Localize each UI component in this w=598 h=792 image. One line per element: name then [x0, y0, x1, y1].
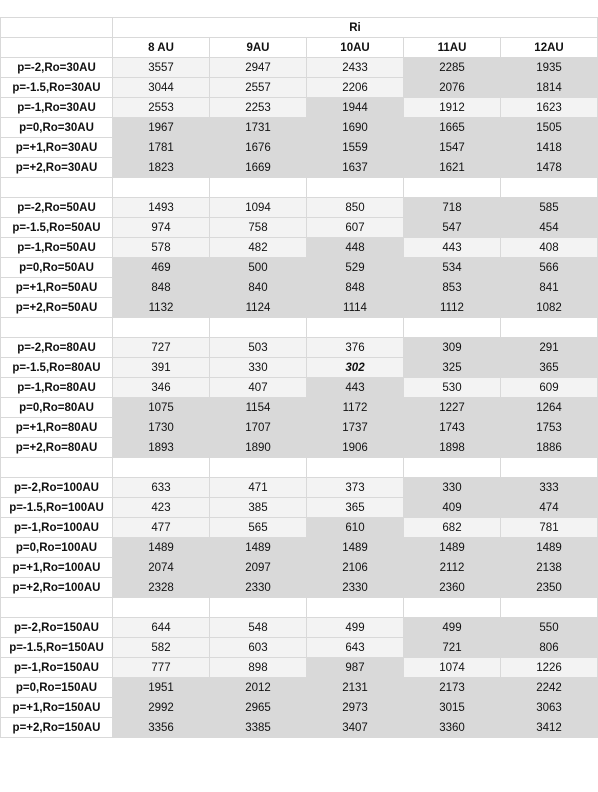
value-cell: 1559 [307, 138, 404, 158]
row-label: p=0,Ro=150AU [1, 678, 113, 698]
row-label: p=-1.5,Ro=150AU [1, 638, 113, 658]
empty-cell [307, 178, 404, 198]
ri-group-header: Ri [113, 18, 598, 38]
row-label: p=+2,Ro=150AU [1, 718, 113, 738]
group-header-row [1, 18, 598, 38]
empty-cell [501, 178, 598, 198]
value-cell: 3015 [404, 698, 501, 718]
value-cell: 987 [307, 658, 404, 678]
value-cell: 898 [210, 658, 307, 678]
row-label: p=0,Ro=50AU [1, 258, 113, 278]
value-cell: 582 [113, 638, 210, 658]
value-cell: 1124 [210, 298, 307, 318]
value-cell: 529 [307, 258, 404, 278]
empty-cell [1, 458, 113, 478]
value-cell: 3356 [113, 718, 210, 738]
empty-cell [404, 178, 501, 198]
value-cell: 3385 [210, 718, 307, 738]
value-cell: 758 [210, 218, 307, 238]
value-cell: 330 [210, 358, 307, 378]
row-label: p=-1,Ro=30AU [1, 98, 113, 118]
value-cell: 474 [501, 498, 598, 518]
table-row [1, 678, 598, 698]
value-cell: 2330 [307, 578, 404, 598]
value-cell: 2553 [113, 98, 210, 118]
row-label: p=+2,Ro=30AU [1, 158, 113, 178]
value-cell: 1890 [210, 438, 307, 458]
empty-cell [404, 318, 501, 338]
value-cell: 2097 [210, 558, 307, 578]
row-label: p=-1.5,Ro=100AU [1, 498, 113, 518]
empty-cell [307, 598, 404, 618]
value-cell: 1669 [210, 158, 307, 178]
value-cell: 777 [113, 658, 210, 678]
table-row [1, 558, 598, 578]
value-cell: 409 [404, 498, 501, 518]
value-cell: 2285 [404, 58, 501, 78]
row-label: p=+2,Ro=100AU [1, 578, 113, 598]
value-cell: 443 [404, 238, 501, 258]
value-cell: 1132 [113, 298, 210, 318]
value-cell: 3063 [501, 698, 598, 718]
value-cell: 840 [210, 278, 307, 298]
value-cell: 2112 [404, 558, 501, 578]
value-cell: 1478 [501, 158, 598, 178]
table-body [1, 58, 598, 738]
value-cell: 1489 [307, 538, 404, 558]
value-cell: 607 [307, 218, 404, 238]
value-cell: 1731 [210, 118, 307, 138]
value-cell: 1418 [501, 138, 598, 158]
table-row [1, 218, 598, 238]
value-cell: 2131 [307, 678, 404, 698]
value-cell: 2350 [501, 578, 598, 598]
value-cell: 721 [404, 638, 501, 658]
value-cell: 1730 [113, 418, 210, 438]
value-cell: 330 [404, 478, 501, 498]
value-cell: 365 [307, 498, 404, 518]
value-cell: 2328 [113, 578, 210, 598]
value-cell: 806 [501, 638, 598, 658]
row-label: p=+1,Ro=150AU [1, 698, 113, 718]
value-cell: 365 [501, 358, 598, 378]
table-row [1, 418, 598, 438]
value-cell: 1690 [307, 118, 404, 138]
table-row [1, 498, 598, 518]
value-cell: 1967 [113, 118, 210, 138]
value-cell: 547 [404, 218, 501, 238]
value-cell: 848 [113, 278, 210, 298]
table-row [1, 358, 598, 378]
empty-cell [1, 178, 113, 198]
row-label: p=+1,Ro=50AU [1, 278, 113, 298]
value-cell: 471 [210, 478, 307, 498]
row-label: p=+1,Ro=30AU [1, 138, 113, 158]
value-cell: 2360 [404, 578, 501, 598]
table-row [1, 478, 598, 498]
row-label: p=-2,Ro=100AU [1, 478, 113, 498]
table-row [1, 278, 598, 298]
value-cell: 1707 [210, 418, 307, 438]
value-cell: 1944 [307, 98, 404, 118]
row-label: p=-1.5,Ro=30AU [1, 78, 113, 98]
value-cell: 2206 [307, 78, 404, 98]
value-cell: 2074 [113, 558, 210, 578]
table-row [1, 198, 598, 218]
value-cell: 550 [501, 618, 598, 638]
value-cell: 1154 [210, 398, 307, 418]
spacer-row [1, 178, 598, 198]
value-cell: 2965 [210, 698, 307, 718]
row-label: p=-2,Ro=50AU [1, 198, 113, 218]
spacer-row [1, 458, 598, 478]
empty-cell [113, 598, 210, 618]
corner-cell [1, 38, 113, 58]
value-cell: 2992 [113, 698, 210, 718]
empty-cell [210, 178, 307, 198]
row-label: p=-2,Ro=150AU [1, 618, 113, 638]
value-cell: 454 [501, 218, 598, 238]
value-cell: 2433 [307, 58, 404, 78]
value-cell: 609 [501, 378, 598, 398]
value-cell: 1951 [113, 678, 210, 698]
value-cell: 534 [404, 258, 501, 278]
value-cell: 482 [210, 238, 307, 258]
value-cell: 1227 [404, 398, 501, 418]
value-cell: 610 [307, 518, 404, 538]
table-row [1, 118, 598, 138]
value-cell: 1781 [113, 138, 210, 158]
value-cell: 1094 [210, 198, 307, 218]
value-cell: 1737 [307, 418, 404, 438]
value-cell: 391 [113, 358, 210, 378]
value-cell: 841 [501, 278, 598, 298]
table-row [1, 78, 598, 98]
value-cell: 727 [113, 338, 210, 358]
value-cell: 500 [210, 258, 307, 278]
row-label: p=0,Ro=100AU [1, 538, 113, 558]
value-cell: 718 [404, 198, 501, 218]
value-cell: 1621 [404, 158, 501, 178]
value-cell: 1489 [501, 538, 598, 558]
empty-cell [404, 458, 501, 478]
value-cell: 3412 [501, 718, 598, 738]
empty-cell [113, 458, 210, 478]
spacer-row [1, 598, 598, 618]
value-cell: 1226 [501, 658, 598, 678]
value-cell: 974 [113, 218, 210, 238]
value-cell: 2173 [404, 678, 501, 698]
empty-cell [307, 458, 404, 478]
empty-cell [1, 318, 113, 338]
table-row [1, 258, 598, 278]
table-row [1, 58, 598, 78]
table-row [1, 138, 598, 158]
value-cell: 1893 [113, 438, 210, 458]
row-label: p=-2,Ro=30AU [1, 58, 113, 78]
empty-cell [210, 598, 307, 618]
empty-cell [501, 598, 598, 618]
row-label: p=0,Ro=30AU [1, 118, 113, 138]
empty-cell [1, 598, 113, 618]
empty-cell [404, 598, 501, 618]
value-cell: 2557 [210, 78, 307, 98]
value-cell: 499 [307, 618, 404, 638]
value-cell: 566 [501, 258, 598, 278]
row-label: p=-1,Ro=150AU [1, 658, 113, 678]
value-cell: 603 [210, 638, 307, 658]
empty-cell [113, 178, 210, 198]
value-cell: 1886 [501, 438, 598, 458]
value-cell: 1172 [307, 398, 404, 418]
value-cell: 423 [113, 498, 210, 518]
table-row [1, 538, 598, 558]
table-row [1, 518, 598, 538]
value-cell: 850 [307, 198, 404, 218]
value-cell: 682 [404, 518, 501, 538]
value-cell: 1489 [210, 538, 307, 558]
empty-cell [113, 318, 210, 338]
value-cell: 1505 [501, 118, 598, 138]
value-cell: 1637 [307, 158, 404, 178]
table-row [1, 338, 598, 358]
row-label: p=-1,Ro=50AU [1, 238, 113, 258]
value-cell: 1547 [404, 138, 501, 158]
table-row [1, 578, 598, 598]
table-row [1, 378, 598, 398]
table-row [1, 698, 598, 718]
table-row [1, 438, 598, 458]
value-cell: 1823 [113, 158, 210, 178]
table-row [1, 658, 598, 678]
column-header: 8 AU [113, 38, 210, 58]
value-cell: 1489 [404, 538, 501, 558]
value-cell: 1935 [501, 58, 598, 78]
value-cell: 1665 [404, 118, 501, 138]
value-cell: 530 [404, 378, 501, 398]
row-label: p=-1.5,Ro=50AU [1, 218, 113, 238]
value-cell: 1112 [404, 298, 501, 318]
table-row [1, 618, 598, 638]
value-cell: 469 [113, 258, 210, 278]
value-cell: 1743 [404, 418, 501, 438]
value-cell: 578 [113, 238, 210, 258]
corner-cell [1, 18, 113, 38]
value-cell: 853 [404, 278, 501, 298]
value-cell: 2012 [210, 678, 307, 698]
column-header: 12AU [501, 38, 598, 58]
value-cell: 1912 [404, 98, 501, 118]
value-cell: 2076 [404, 78, 501, 98]
table-row [1, 398, 598, 418]
empty-cell [210, 318, 307, 338]
value-cell: 2138 [501, 558, 598, 578]
table-row [1, 238, 598, 258]
value-cell: 291 [501, 338, 598, 358]
value-cell: 499 [404, 618, 501, 638]
value-cell: 1493 [113, 198, 210, 218]
column-header: 9AU [210, 38, 307, 58]
value-cell: 2947 [210, 58, 307, 78]
value-cell: 2330 [210, 578, 307, 598]
row-label: p=-1.5,Ro=80AU [1, 358, 113, 378]
value-cell: 477 [113, 518, 210, 538]
value-cell: 407 [210, 378, 307, 398]
value-cell: 1906 [307, 438, 404, 458]
row-label: p=0,Ro=80AU [1, 398, 113, 418]
value-cell: 2253 [210, 98, 307, 118]
value-cell: 376 [307, 338, 404, 358]
empty-cell [307, 318, 404, 338]
row-label: p=+2,Ro=80AU [1, 438, 113, 458]
value-cell: 309 [404, 338, 501, 358]
value-cell: 548 [210, 618, 307, 638]
column-header: 11AU [404, 38, 501, 58]
column-header: 10AU [307, 38, 404, 58]
value-cell: 1814 [501, 78, 598, 98]
row-label: p=-2,Ro=80AU [1, 338, 113, 358]
value-cell: 565 [210, 518, 307, 538]
value-cell: 346 [113, 378, 210, 398]
value-cell: 1082 [501, 298, 598, 318]
spacer-row [1, 318, 598, 338]
empty-cell [501, 458, 598, 478]
value-cell: 2242 [501, 678, 598, 698]
row-label: p=+1,Ro=80AU [1, 418, 113, 438]
empty-cell [501, 318, 598, 338]
value-cell: 3360 [404, 718, 501, 738]
value-cell: 3557 [113, 58, 210, 78]
empty-cell [210, 458, 307, 478]
value-cell: 585 [501, 198, 598, 218]
table-row [1, 98, 598, 118]
value-cell: 408 [501, 238, 598, 258]
value-cell: 2973 [307, 698, 404, 718]
table-row [1, 718, 598, 738]
row-label: p=+2,Ro=50AU [1, 298, 113, 318]
value-cell: 443 [307, 378, 404, 398]
value-cell: 1676 [210, 138, 307, 158]
value-cell: 633 [113, 478, 210, 498]
table-row [1, 158, 598, 178]
value-cell: 643 [307, 638, 404, 658]
value-cell: 1489 [113, 538, 210, 558]
value-cell: 3407 [307, 718, 404, 738]
ri-table [0, 17, 598, 738]
value-cell: 2106 [307, 558, 404, 578]
value-cell: 325 [404, 358, 501, 378]
row-label: p=-1,Ro=80AU [1, 378, 113, 398]
value-cell: 503 [210, 338, 307, 358]
value-cell: 848 [307, 278, 404, 298]
column-header-row [1, 38, 598, 58]
value-cell: 385 [210, 498, 307, 518]
value-cell: 1623 [501, 98, 598, 118]
value-cell: 1753 [501, 418, 598, 438]
value-cell: 373 [307, 478, 404, 498]
value-cell: 781 [501, 518, 598, 538]
value-cell: 644 [113, 618, 210, 638]
value-cell: 333 [501, 478, 598, 498]
table-row [1, 638, 598, 658]
value-cell: 1114 [307, 298, 404, 318]
value-cell: 1074 [404, 658, 501, 678]
value-cell: 1264 [501, 398, 598, 418]
table-row [1, 298, 598, 318]
value-cell: 1898 [404, 438, 501, 458]
value-cell: 3044 [113, 78, 210, 98]
value-cell: 1075 [113, 398, 210, 418]
row-label: p=-1,Ro=100AU [1, 518, 113, 538]
value-cell: 448 [307, 238, 404, 258]
row-label: p=+1,Ro=100AU [1, 558, 113, 578]
value-cell: 302 [307, 358, 404, 378]
